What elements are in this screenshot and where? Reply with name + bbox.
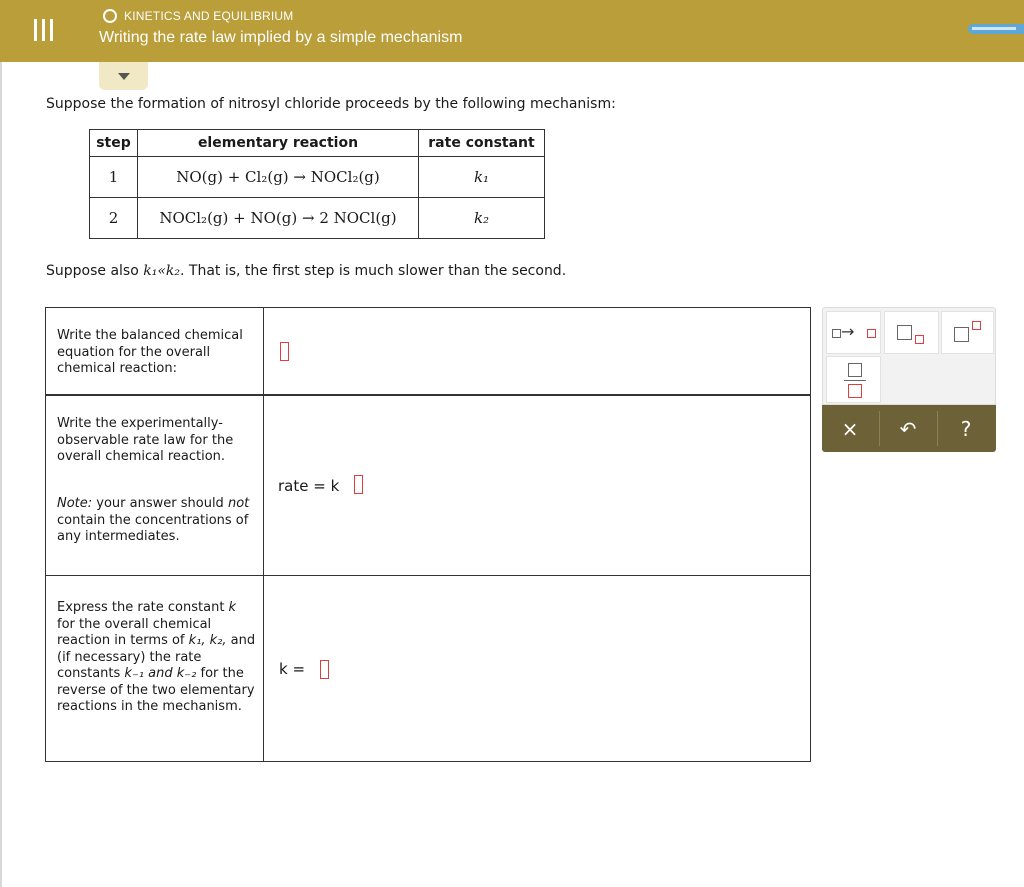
fraction-bar-icon <box>844 380 866 381</box>
column-divider <box>263 307 264 762</box>
intro-text: Suppose the formation of nitrosyl chloride proceeds by the following mechanism: <box>46 96 616 112</box>
undo-icon: ↶ <box>899 416 917 441</box>
palette-buttons-area <box>822 307 996 405</box>
reaction-cell: NOCl₂(g) + NO(g) → 2 NOCl(g) <box>138 198 419 239</box>
step-number: 1 <box>90 157 138 198</box>
math-palette <box>822 307 996 452</box>
q2-note-b: contain the concentrations of any intermediates. <box>57 512 249 544</box>
menu-button[interactable] <box>26 12 60 48</box>
assumption-suffix: . That is, the first step is much slower than the second. <box>180 263 567 279</box>
close-icon: × <box>841 416 859 441</box>
progress-indicator <box>968 24 1024 34</box>
left-edge-divider <box>0 62 2 887</box>
q2-note <box>57 496 257 546</box>
reaction-arrow-button[interactable] <box>826 311 881 354</box>
superscript-button[interactable] <box>941 311 994 354</box>
triangle-down-icon <box>118 73 130 80</box>
q2-note-a: your answer should <box>92 496 228 511</box>
step-number: 2 <box>90 198 138 239</box>
q1-answer-input[interactable] <box>280 342 289 361</box>
q3-kminus: k₋₁ and k₋₂ <box>124 666 197 681</box>
clear-button[interactable] <box>822 405 878 452</box>
row-divider-2 <box>45 575 811 576</box>
q1-prompt: Write the balanced chemical equation for the overall chemical reaction: <box>57 328 243 376</box>
help-icon: ? <box>960 416 972 441</box>
numerator-slot-icon <box>848 363 862 377</box>
product-slot-icon <box>867 329 876 338</box>
palette-actions <box>822 405 996 452</box>
expand-tab-button[interactable] <box>99 62 148 90</box>
fraction-button[interactable] <box>826 356 881 403</box>
topic-row <box>103 9 294 23</box>
rate-constant-cell: k₁ <box>419 157 545 198</box>
q3-k1k2: k₁, k₂, <box>188 633 227 648</box>
subscript-button[interactable] <box>884 311 939 354</box>
top-header <box>0 0 1024 62</box>
hamburger-icon <box>34 19 53 41</box>
topic-label: KINETICS AND EQUILIBRIUM <box>124 9 294 23</box>
q3-text-a: Express the rate constant <box>57 600 229 615</box>
q3-text-b: for the overall chemical reaction in terms of <box>57 616 212 648</box>
q2-note-not: not <box>227 496 250 511</box>
base-slot-icon <box>954 327 969 342</box>
q2-prompt: Write the experimentally-observable rate law for the overall chemical reaction. <box>57 416 234 464</box>
mechanism-table <box>89 129 545 239</box>
header-step: step <box>90 130 138 157</box>
assumption-prefix: Suppose also <box>46 263 144 279</box>
rate-law-label: rate = k <box>278 477 340 495</box>
superscript-slot-icon <box>972 321 981 330</box>
assumption-relation: k₁«k₂ <box>143 263 180 279</box>
k-label: k = <box>279 660 306 678</box>
q3-answer-input[interactable] <box>320 660 329 679</box>
arrow-icon: → <box>841 322 855 341</box>
undo-button[interactable] <box>880 405 936 452</box>
reaction-cell: NO(g) + Cl₂(g) → NOCl₂(g) <box>138 157 419 198</box>
table-row <box>90 157 545 198</box>
q2-answer-input[interactable] <box>354 475 363 494</box>
row-divider-1 <box>45 394 811 396</box>
q2-note-label: Note: <box>57 496 93 511</box>
table-row <box>90 198 545 239</box>
header-rate-constant: rate constant <box>419 130 545 157</box>
q3-text-c: and (if necessary) the rate constants <box>57 633 256 681</box>
subscript-slot-icon <box>915 335 924 344</box>
q3-text-d: for the reverse of the two elementary reactions in the mechanism. <box>57 666 255 714</box>
assumption-text <box>46 263 566 279</box>
q3-prompt <box>57 600 257 716</box>
help-button[interactable] <box>938 405 994 452</box>
rate-constant-cell: k₂ <box>419 198 545 239</box>
topic-circle-icon <box>103 9 117 23</box>
denominator-slot-icon <box>848 384 862 398</box>
q3-k: k <box>228 600 237 615</box>
header-reaction: elementary reaction <box>138 130 419 157</box>
reactant-slot-icon <box>832 329 841 338</box>
page-title: Writing the rate law implied by a simple mechanism <box>99 29 463 46</box>
table-header-row <box>90 130 545 157</box>
base-slot-icon <box>897 325 912 340</box>
